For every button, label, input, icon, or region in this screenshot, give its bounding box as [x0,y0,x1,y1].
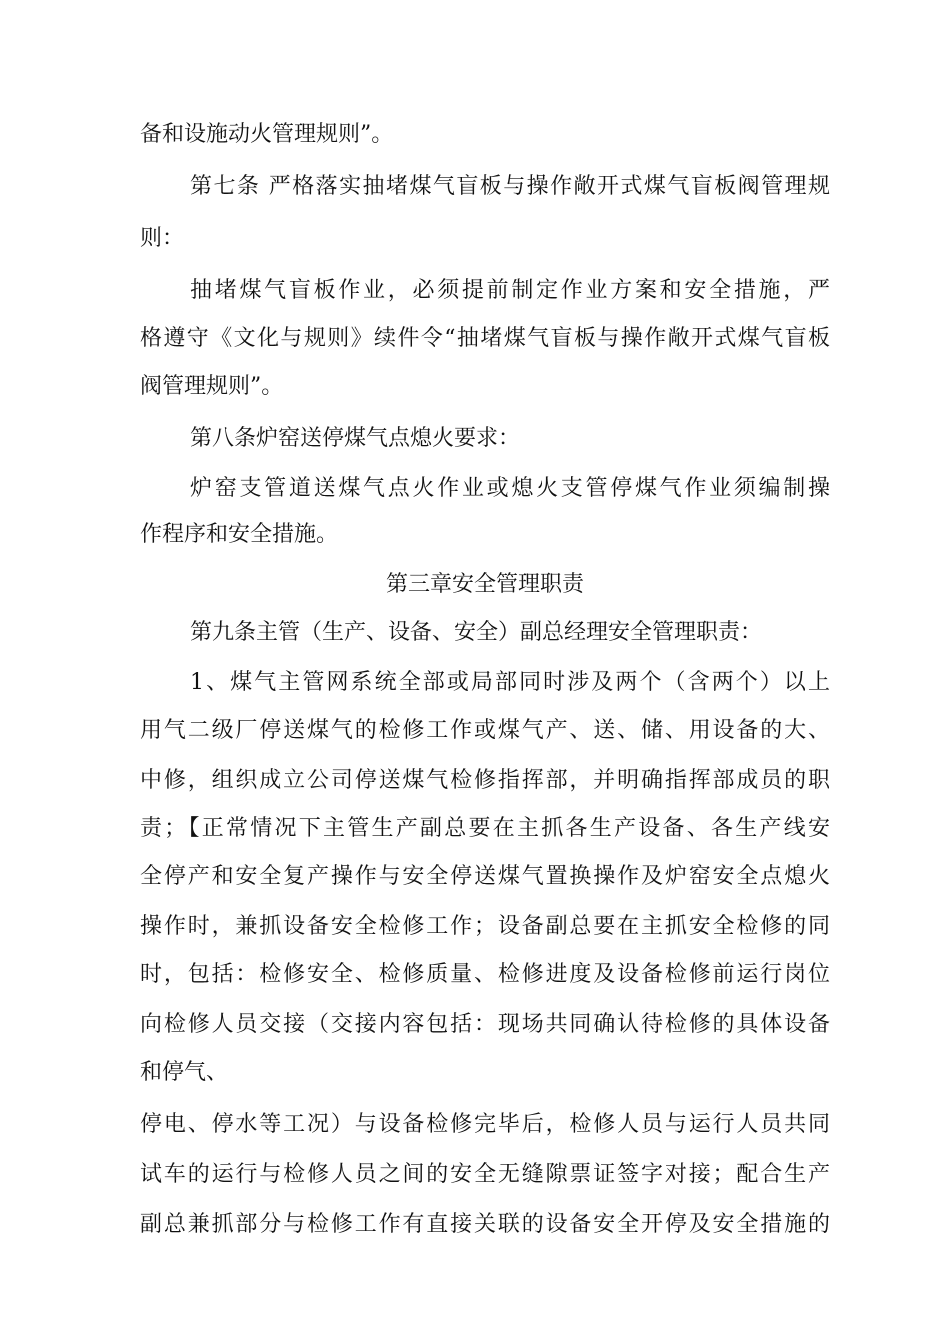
text-line-22: 试车的运行与检修人员之间的安全无缝隙票证签字对接；配合生产 [140,1162,830,1187]
text-line-15: 责；【正常情况下主管生产副总要在主抓各生产设备、各生产线安 [140,816,830,841]
text-line-20: 和停气、 [140,1060,229,1085]
text-line-13: 用气二级厂停送煤气的检修工作或煤气产、送、储、用设备的大、 [140,718,830,743]
text-line-12: 1、煤气主管网系统全部或局部同时涉及两个（含两个）以上 [190,670,830,695]
article-8-heading: 第八条炉窑送停煤气点熄火要求： [190,426,521,451]
text-line-21: 停电、停水等工况）与设备检修完毕后，检修人员与运行人员共同 [140,1112,830,1137]
text-line-4: 抽堵煤气盲板作业，必须提前制定作业方案和安全措施，严 [190,278,830,303]
text-line-16: 全停产和安全复产操作与安全停送煤气置换操作及炉窑安全点熄火 [140,864,830,889]
article-9-heading: 第九条主管（生产、设备、安全）副总经理安全管理职责： [190,620,763,645]
chapter-3-title: 第三章安全管理职责 [385,572,584,597]
text-line-8: 炉窑支管道送煤气点火作业或熄火支管停煤气作业须编制操 [190,476,830,501]
article-7-heading: 第七条 严格落实抽堵煤气盲板与操作敞开式煤气盲板阀管理规 [190,174,830,199]
text-line-19: 向检修人员交接（交接内容包括：现场共同确认待检修的具体设备 [140,1012,830,1037]
text-line-17: 操作时，兼抓设备安全检修工作；设备副总要在主抓安全检修的同 [140,914,830,939]
text-line-6: 阀管理规则”。 [140,374,284,399]
text-line-9: 作程序和安全措施。 [140,522,339,547]
text-line-3: 则： [140,226,185,251]
text-line-18: 时，包括：检修安全、检修质量、检修进度及设备检修前运行岗位 [140,962,830,987]
text-line-14: 中修，组织成立公司停送煤气检修指挥部，并明确指挥部成员的职 [140,768,830,793]
text-line-1: 备和设施动火管理规则”。 [140,122,394,147]
text-line-23: 副总兼抓部分与检修工作有直接关联的设备安全开停及安全措施的 [140,1212,830,1237]
text-line-5: 格遵守《文化与规则》续件令“抽堵煤气盲板与操作敞开式煤气盲板 [140,326,830,351]
